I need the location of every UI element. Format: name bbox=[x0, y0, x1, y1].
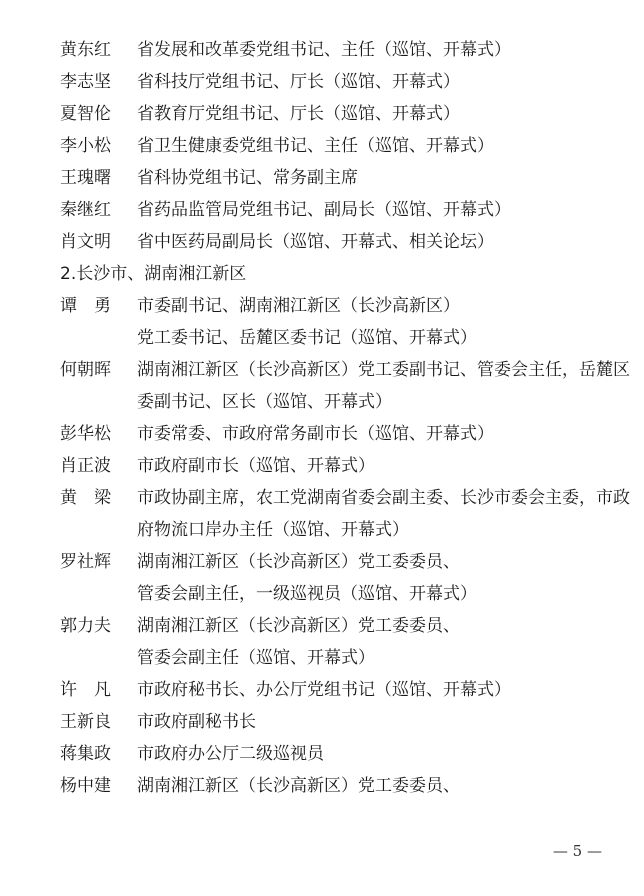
official-name: 李志坚 bbox=[60, 72, 111, 92]
section-heading: 2.长沙市、湖南湘江新区 bbox=[60, 264, 247, 284]
official-name: 王瑰曙 bbox=[60, 168, 111, 188]
page-number: — 5 — bbox=[552, 842, 602, 860]
title-line: 党工委书记、岳麓区委书记（巡馆、开幕式） bbox=[137, 328, 477, 348]
title-line: 府物流口岸办主任（巡馆、开幕式） bbox=[137, 520, 409, 540]
official-title bbox=[137, 738, 608, 770]
official-title bbox=[137, 450, 608, 482]
list-item bbox=[60, 706, 608, 738]
official-name: 杨中建 bbox=[60, 776, 111, 796]
title-line: 湖南湘江新区（长沙高新区）党工委委员、 bbox=[137, 776, 460, 796]
list-item bbox=[60, 610, 608, 674]
official-title bbox=[137, 194, 608, 226]
provincial-officials-list bbox=[60, 34, 608, 258]
official-title bbox=[137, 162, 608, 194]
list-item bbox=[60, 770, 608, 802]
list-item bbox=[60, 482, 630, 546]
official-title bbox=[137, 418, 608, 450]
list-item bbox=[60, 738, 608, 770]
official-title bbox=[137, 98, 608, 130]
title-line: 省发展和改革委党组书记、主任（巡馆、开幕式） bbox=[137, 40, 511, 60]
list-item bbox=[60, 194, 608, 226]
official-title bbox=[137, 226, 608, 258]
title-line: 市政协副主席，农工党湖南省委会副主委、长沙市委会主委，市政 bbox=[137, 488, 630, 508]
official-name: 彭华松 bbox=[60, 424, 111, 444]
list-item bbox=[60, 450, 608, 482]
title-line: 管委会副主任，一级巡视员（巡馆、开幕式） bbox=[137, 584, 477, 604]
official-name: 许 凡 bbox=[60, 680, 111, 700]
official-title bbox=[137, 130, 608, 162]
official-name: 肖文明 bbox=[60, 232, 111, 252]
list-item bbox=[60, 354, 630, 418]
list-item bbox=[60, 290, 608, 354]
title-line: 市政府办公厅二级巡视员 bbox=[137, 744, 324, 764]
official-name: 秦继红 bbox=[60, 200, 111, 220]
official-name: 郭力夫 bbox=[60, 616, 111, 636]
list-item bbox=[60, 130, 608, 162]
official-name: 黄 梁 bbox=[60, 488, 111, 508]
title-line: 委副书记、区长（巡馆、开幕式） bbox=[137, 392, 392, 412]
official-title bbox=[137, 610, 608, 674]
official-title bbox=[137, 354, 630, 418]
official-title bbox=[137, 482, 630, 546]
official-name: 蒋集政 bbox=[60, 744, 111, 764]
official-name: 谭 勇 bbox=[60, 296, 111, 316]
title-line: 湖南湘江新区（长沙高新区）党工委委员、 bbox=[137, 552, 460, 572]
list-item bbox=[60, 66, 608, 98]
official-name: 罗社辉 bbox=[60, 552, 111, 572]
official-name: 何朝晖 bbox=[60, 360, 111, 380]
official-title bbox=[137, 34, 608, 66]
title-line: 市政府副秘书长 bbox=[137, 712, 256, 732]
official-title bbox=[137, 674, 608, 706]
title-line: 省教育厅党组书记、厅长（巡馆、开幕式） bbox=[137, 104, 460, 124]
title-line: 省科技厅党组书记、厅长（巡馆、开幕式） bbox=[137, 72, 460, 92]
attendee-list bbox=[60, 34, 630, 802]
title-line: 市委常委、市政府常务副市长（巡馆、开幕式） bbox=[137, 424, 494, 444]
official-name: 肖正波 bbox=[60, 456, 111, 476]
title-line: 省中医药局副局长（巡馆、开幕式、相关论坛） bbox=[137, 232, 494, 252]
list-item bbox=[60, 98, 608, 130]
official-name: 黄东红 bbox=[60, 40, 111, 60]
title-line: 市委副书记、湖南湘江新区（长沙高新区） bbox=[137, 296, 460, 316]
title-line: 市政府秘书长、办公厅党组书记（巡馆、开幕式） bbox=[137, 680, 511, 700]
list-item bbox=[60, 418, 608, 450]
list-item bbox=[60, 226, 608, 258]
title-line: 湖南湘江新区（长沙高新区）党工委副书记、管委会主任，岳麓区 bbox=[137, 360, 630, 380]
list-item bbox=[60, 162, 608, 194]
list-item bbox=[60, 34, 608, 66]
title-line: 湖南湘江新区（长沙高新区）党工委委员、 bbox=[137, 616, 460, 636]
official-title bbox=[137, 706, 608, 738]
official-title bbox=[137, 770, 608, 802]
changsha-officials-list bbox=[60, 290, 630, 802]
title-line: 省药品监管局党组书记、副局长（巡馆、开幕式） bbox=[137, 200, 511, 220]
title-line: 管委会副主任（巡馆、开幕式） bbox=[137, 648, 375, 668]
official-name: 夏智伦 bbox=[60, 104, 111, 124]
official-name: 李小松 bbox=[60, 136, 111, 156]
official-title bbox=[137, 290, 608, 354]
official-title bbox=[137, 66, 608, 98]
official-name: 王新良 bbox=[60, 712, 111, 732]
official-title bbox=[137, 546, 608, 610]
list-item bbox=[60, 674, 608, 706]
title-line: 市政府副市长（巡馆、开幕式） bbox=[137, 456, 375, 476]
list-item bbox=[60, 546, 608, 610]
title-line: 省卫生健康委党组书记、主任（巡馆、开幕式） bbox=[137, 136, 494, 156]
title-line: 省科协党组书记、常务副主席 bbox=[137, 168, 358, 188]
